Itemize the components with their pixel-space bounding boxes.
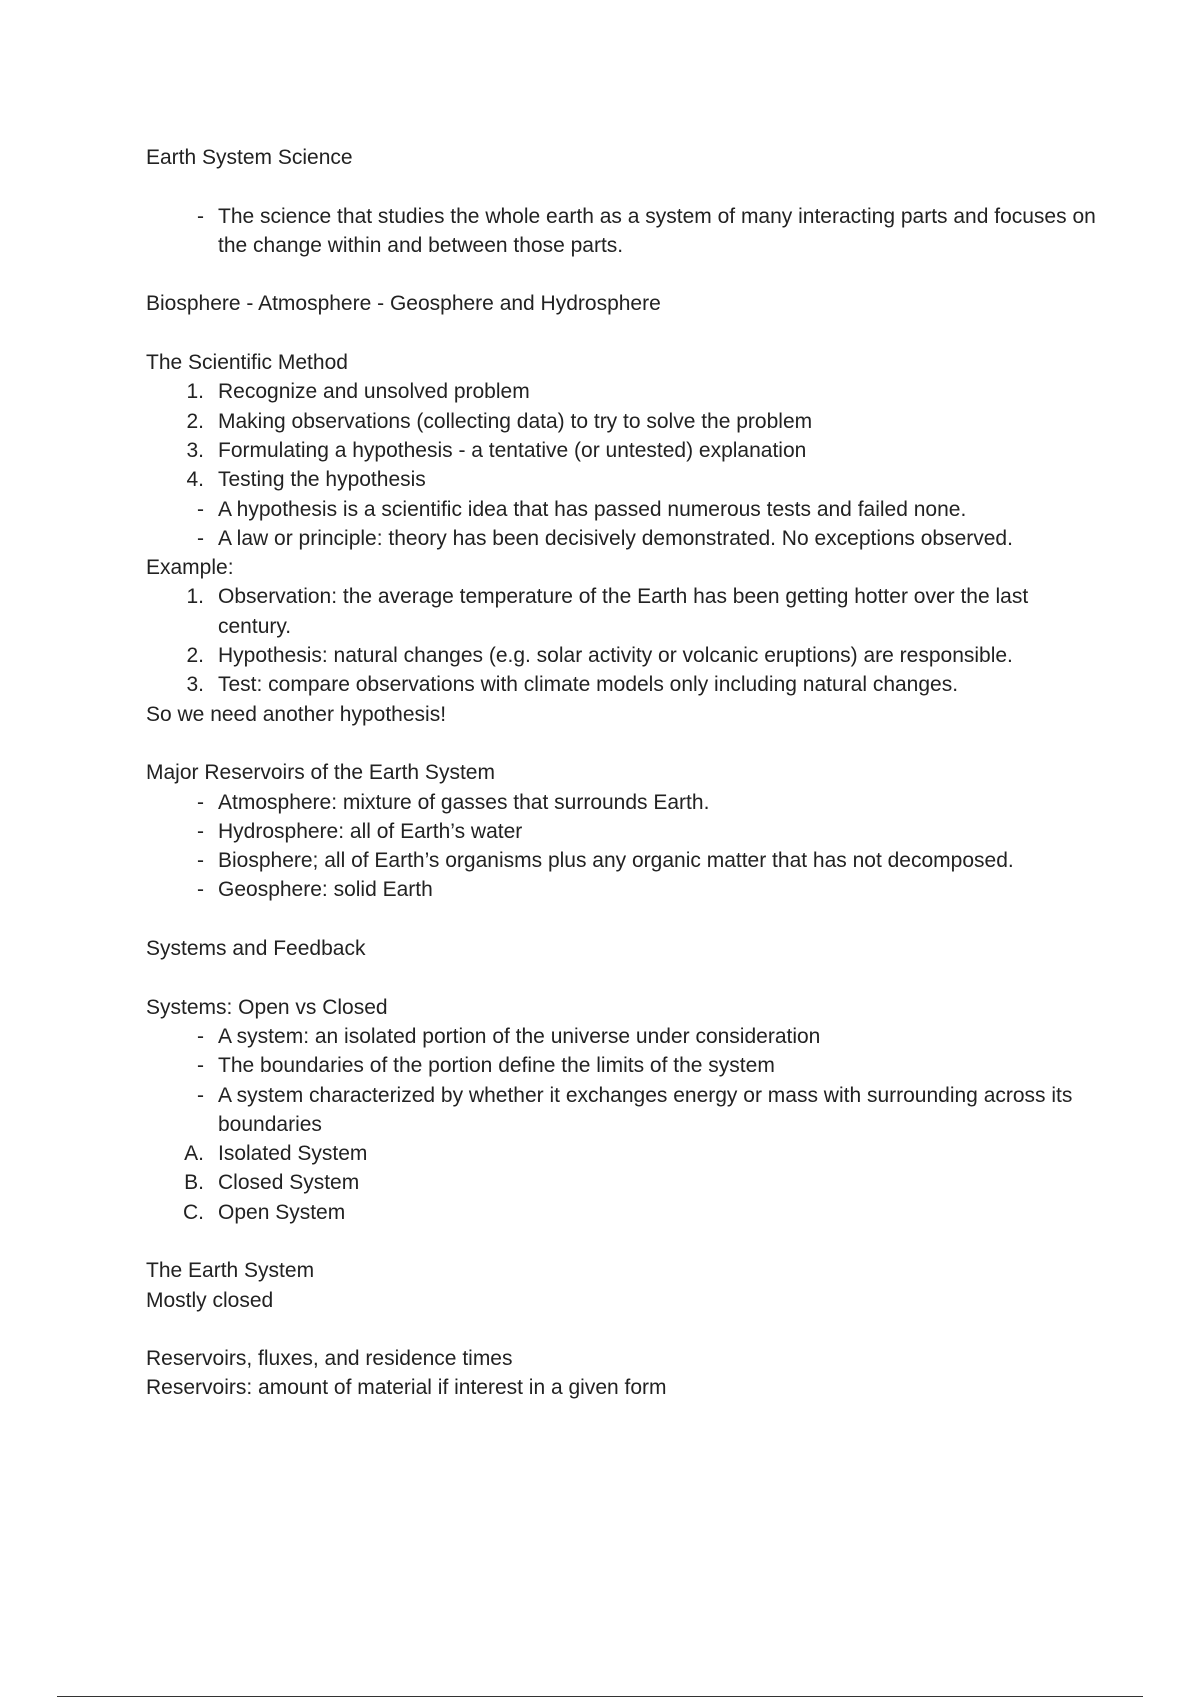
list-item [146, 1139, 1106, 1168]
list-item [146, 1051, 1106, 1080]
list-item [146, 1198, 1106, 1227]
list-item [146, 524, 1106, 553]
list-item [146, 436, 1106, 465]
example-conclusion: So we need another hypothesis! [146, 702, 447, 726]
system-type-text: Isolated System [218, 1142, 368, 1166]
note-text: A law or principle: theory has been decisively demonstrated. No exceptions observed. [218, 526, 1013, 550]
note-text: A hypothesis is a scientific idea that has passed numerous tests and failed none. [218, 497, 967, 521]
step-text: Testing the hypothesis [218, 468, 426, 492]
list-item [146, 846, 1106, 875]
list-item [146, 817, 1106, 846]
systems-feedback-heading: Systems and Feedback [146, 937, 366, 961]
list-item [146, 495, 1106, 524]
system-type-text: Open System [218, 1200, 346, 1224]
number-marker: 1. [186, 585, 204, 609]
list-item [146, 582, 1106, 641]
page-bottom-rule [57, 1696, 1143, 1697]
dash-marker: - [197, 497, 204, 521]
letter-marker: B. [184, 1171, 204, 1195]
earth-system-heading: The Earth System [146, 1259, 315, 1283]
system-note-text: A system: an isolated portion of the universe under consideration [218, 1024, 821, 1048]
system-type-text: Closed System [218, 1171, 360, 1195]
dash-marker: - [197, 790, 204, 814]
doc-title: Earth System Science [146, 146, 353, 169]
spheres-line: Biosphere - Atmosphere - Geosphere and Hydrosphere [146, 292, 661, 316]
example-text: Hypothesis: natural changes (e.g. solar activity or volcanic eruptions) are responsible. [218, 644, 1013, 668]
residence-text: Reservoirs: amount of material if interest in a given form [146, 1376, 667, 1400]
number-marker: 4. [186, 468, 204, 492]
example-text: Test: compare observations with climate models only including natural changes. [218, 673, 959, 697]
system-note-text: A system characterized by whether it exchanges energy or mass with surrounding across its boundaries [218, 1083, 1073, 1136]
system-note-text: The boundaries of the portion define the limits of the system [218, 1054, 775, 1078]
list-item [146, 670, 1106, 699]
step-text: Making observations (collecting data) to try to solve the problem [218, 409, 813, 433]
number-marker: 2. [186, 644, 204, 668]
document-page [146, 143, 1106, 1403]
dash-marker: - [197, 878, 204, 902]
dash-marker: - [197, 204, 204, 228]
letter-marker: A. [184, 1142, 204, 1166]
list-item [146, 465, 1106, 494]
list-item [146, 1168, 1106, 1197]
list-item [146, 377, 1106, 406]
example-text: Observation: the average temperature of the Earth has been getting hotter over the last century. [218, 585, 1029, 638]
dash-marker: - [197, 1083, 204, 1107]
number-marker: 3. [186, 438, 204, 462]
earth-system-text: Mostly closed [146, 1288, 274, 1312]
list-item [146, 875, 1106, 904]
definition-item [146, 202, 1106, 261]
dash-marker: - [197, 1024, 204, 1048]
list-item [146, 788, 1106, 817]
reservoirs-heading: Major Reservoirs of the Earth System [146, 761, 495, 785]
list-item [146, 1081, 1106, 1140]
list-item [146, 641, 1106, 670]
reservoir-text: Geosphere: solid Earth [218, 878, 433, 902]
systems-heading: Systems: Open vs Closed [146, 995, 388, 1019]
definition-text: The science that studies the whole earth as a system of many interacting parts and focuses on the change within and between those parts. [218, 204, 1096, 257]
scientific-method-heading: The Scientific Method [146, 351, 348, 375]
number-marker: 3. [186, 673, 204, 697]
list-item [146, 1022, 1106, 1051]
step-text: Recognize and unsolved problem [218, 380, 530, 404]
dash-marker: - [197, 849, 204, 873]
reservoir-text: Biosphere; all of Earth’s organisms plus any organic matter that has not decomposed. [218, 849, 1014, 873]
dash-marker: - [197, 819, 204, 843]
step-text: Formulating a hypothesis - a tentative (or untested) explanation [218, 438, 807, 462]
example-heading: Example: [146, 556, 234, 580]
number-marker: 2. [186, 409, 204, 433]
reservoir-text: Atmosphere: mixture of gasses that surrounds Earth. [218, 790, 710, 814]
reservoir-text: Hydrosphere: all of Earth’s water [218, 819, 523, 843]
dash-marker: - [197, 1054, 204, 1078]
dash-marker: - [197, 526, 204, 550]
letter-marker: C. [183, 1200, 204, 1224]
number-marker: 1. [186, 380, 204, 404]
list-item [146, 407, 1106, 436]
residence-heading: Reservoirs, fluxes, and residence times [146, 1347, 513, 1371]
